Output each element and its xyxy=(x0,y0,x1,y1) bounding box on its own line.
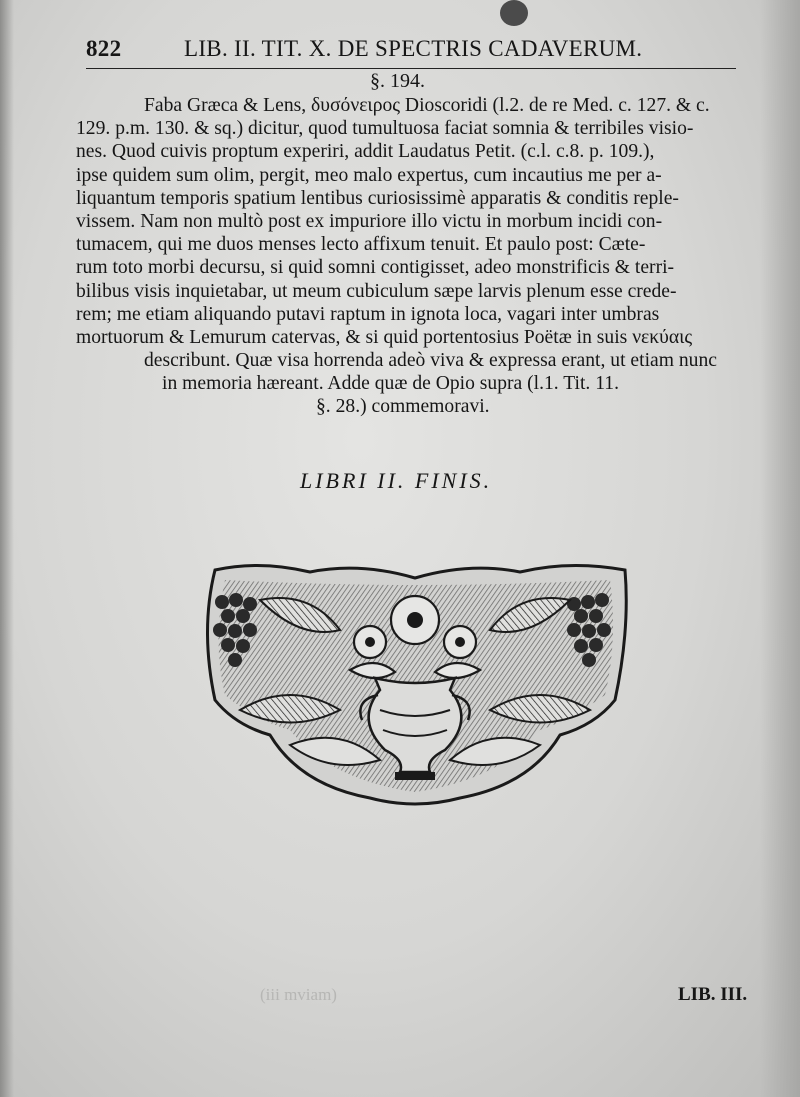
catchword: LIB. III. xyxy=(678,984,748,1005)
text-line: mortuorum & Lemurum catervas, & si quid portentosius Poëtæ in suis νεκύαις xyxy=(76,326,693,348)
text-line: in memoria hæreant. Adde quæ de Opio supra (l.1. Tit. 11. xyxy=(162,373,619,395)
body-paragraph xyxy=(76,94,762,419)
page-edge-shadow-left xyxy=(0,0,14,1097)
text-line: rum toto morbi decursu, si quid somni contigisset, adeo monstrificis & terri- xyxy=(76,257,675,279)
text-line: nes. Quod cuivis proptum experiri, addit Laudatus Petit. (c.l. c.8. p. 109.), xyxy=(76,141,655,163)
text-line: describunt. Quæ visa horrenda adeò viva & expressa erant, ut etiam nunc xyxy=(144,350,717,372)
text-line: 129. p.m. 130. & sq.) dicitur, quod tumultuosa faciat somnia & terribiles visio- xyxy=(76,118,694,140)
vase-with-flowers-and-grapes-woodcut-icon xyxy=(200,560,630,810)
text-line: liquantum temporis spatium lentibus curiosissimè apparatis & conditis reple- xyxy=(76,187,679,209)
page-edge-shadow-right xyxy=(760,0,800,1097)
section-heading: §. 194. xyxy=(370,70,425,92)
page-number: 822 xyxy=(86,36,122,61)
text-line: §. 28.) commemoravi. xyxy=(316,396,490,418)
header-rule xyxy=(86,68,736,69)
text-line: Faba Græca & Lens, δυσόνειρος Dioscoridi (l.2. de re Med. c. 127. & c. xyxy=(144,95,710,116)
ink-blot xyxy=(500,0,528,26)
text-line: vissem. Nam non multò post ex impuriore illo victu in morbum incidi con- xyxy=(76,210,663,232)
closing-line: LIBRI II. FINIS. xyxy=(300,468,493,493)
text-line: rem; me etiam aliquando putavi raptum in ignota loca, vagari inter umbras xyxy=(76,303,660,325)
running-title: LIB. II. TIT. X. DE SPECTRIS CADAVERUM. xyxy=(184,36,643,61)
show-through-text: (iii mviam) xyxy=(260,985,337,1004)
running-header xyxy=(86,36,736,66)
text-line: tumacem, qui me duos menses lecto affixum tenuit. Et paulo post: Cæte- xyxy=(76,234,646,256)
text-line: bilibus visis inquietabar, ut meum cubiculum sæpe larvis plenum esse crede- xyxy=(76,280,677,302)
text-line: ipse quidem sum olim, pergit, meo malo expertus, cum incautius me per a- xyxy=(76,164,662,186)
